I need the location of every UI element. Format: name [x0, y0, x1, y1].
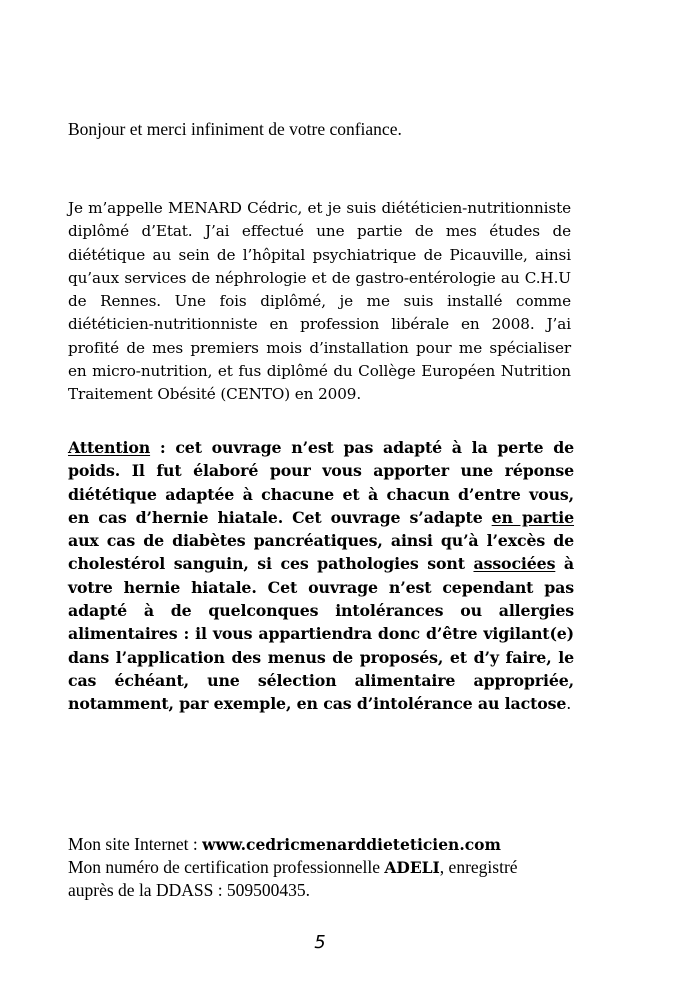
greeting-paragraph: Bonjour et merci infiniment de votre confiance.	[68, 119, 402, 139]
author-introduction-paragraph: Je m’appelle MENARD Cédric, et je suis diététicien-nutritionniste diplômé d’Etat. J’ai effectué une partie de mes études de diététique au sein de l’hôpital psychiatrique de Picauville, ainsi qu’aux services de néphrologie et de gastro-entérologie au C.H.U de Rennes. Une fois diplômé, je me suis installé comme diététicien-nutritionniste en profession libérale en 2008. J’ai profité de mes premiers mois d’installation pour me spécialiser en micro-nutrition, et fus diplômé du Collège Européen Nutrition Traitement Obésité (CENTO) en 2009.	[68, 199, 571, 404]
warning-text-part-1: : cet ouvrage n’est pas adapté à la perte de poids. Il fut élaboré pour vous apporter une réponse diététique adaptée à chacune et à chacun d’entre vous, en cas d’hernie hiatale. Cet ouvrage s’adapte	[68, 438, 574, 527]
warning-end-period: .	[566, 694, 572, 714]
certification-organization: ADELI	[384, 858, 440, 877]
contact-block	[68, 833, 588, 901]
certification-suffix: , enregistré	[439, 857, 518, 877]
certification-number-line: auprès de la DDASS : 509500435.	[68, 880, 311, 900]
warning-text-part-3: à votre hernie hiatale. Cet ouvrage n’est cependant pas adapté à de quelconques intolérances ou allergies alimentaires : il vous appartiendra donc d’être vigilant(e) dans l’application des menus de proposés, et d’y faire, le cas échéant, une sélection alimentaire appropriée, notamment, par exemple, en cas d’intolérance au lactose	[68, 554, 574, 714]
warning-text-part-2: aux cas de diabètes pancréatiques, ainsi qu’à l’excès de cholestérol sanguin, si ces pathologies sont	[68, 531, 574, 574]
certification-line	[68, 856, 588, 879]
warning-paragraph	[68, 436, 574, 716]
website-label: Mon site Internet :	[68, 834, 203, 854]
page-number: 5	[314, 932, 326, 953]
website-line	[68, 833, 588, 856]
website-url: www.cedricmenarddieteticien.com	[202, 835, 501, 854]
warning-underline-associated: associées	[473, 554, 556, 574]
warning-label: Attention	[68, 438, 151, 457]
certification-label: Mon numéro de certification professionnelle	[68, 857, 385, 877]
warning-underline-in-part: en partie	[491, 507, 575, 527]
